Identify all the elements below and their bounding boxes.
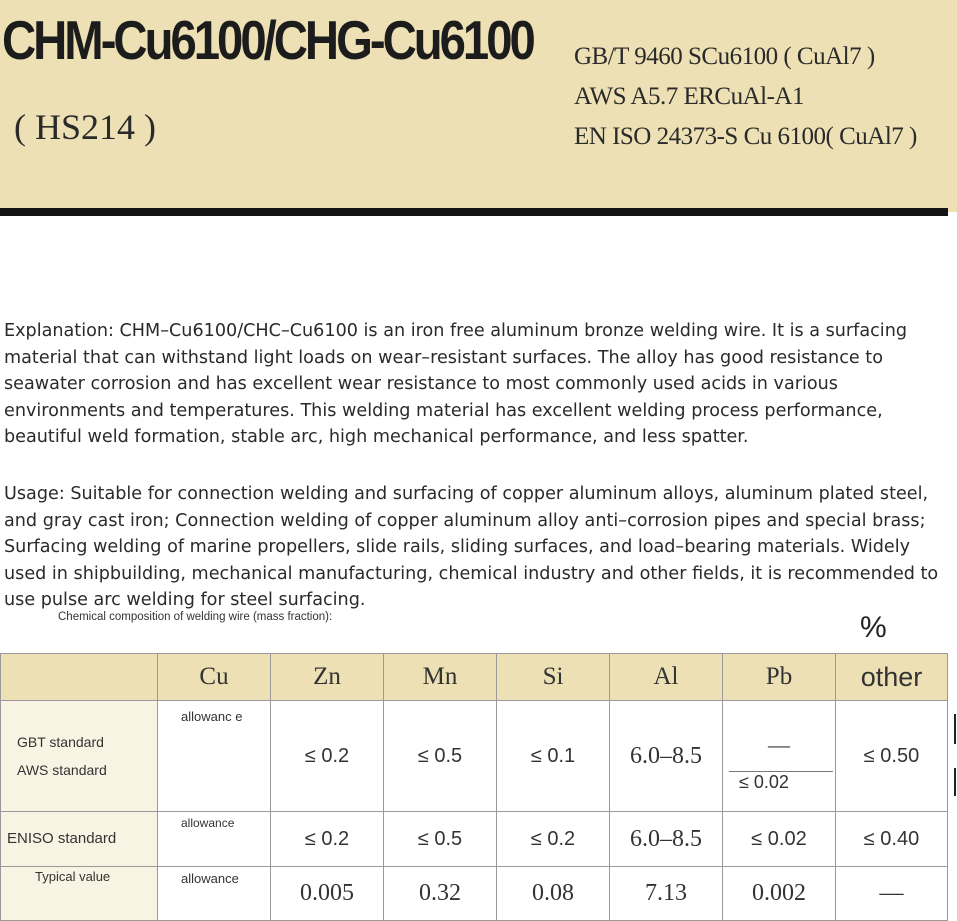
cell-other: ≤ 0.40	[836, 812, 948, 867]
row-label-eniso	[1, 812, 158, 867]
label-eniso: ENISO standard	[7, 830, 117, 847]
table-caption: Chemical composition of welding wire (mass fraction):	[58, 611, 333, 623]
cell-mn: ≤ 0.5	[384, 812, 497, 867]
cell-mn: ≤ 0.5	[384, 701, 497, 812]
cell-other: ≤ 0.50	[836, 701, 948, 812]
cell-si: ≤ 0.1	[497, 701, 610, 812]
unit-label: %	[860, 611, 887, 644]
label-aws: AWS standard	[17, 762, 107, 778]
cell-pb	[723, 701, 836, 812]
header-cu: Cu	[158, 654, 271, 701]
row-label-typical	[1, 867, 158, 921]
table-header-row	[1, 654, 948, 701]
standard-en-iso: EN ISO 24373-S Cu 6100( CuAl7 )	[574, 123, 917, 150]
header-pb: Pb	[723, 654, 836, 701]
cell-pb: ≤ 0.02	[723, 812, 836, 867]
cell-cu: allowance	[158, 867, 271, 921]
standard-gbt: GB/T 9460 SCu6100 ( CuAl7 )	[574, 43, 875, 70]
cell-si: 0.08	[497, 867, 610, 921]
header-zn: Zn	[271, 654, 384, 701]
cell-zn: 0.005	[271, 867, 384, 921]
cell-zn: ≤ 0.2	[271, 812, 384, 867]
cell-cu: allowance	[158, 812, 271, 867]
cell-pb-aws: ≤ 0.02	[729, 771, 833, 792]
product-title: CHM-Cu6100/CHG-Cu6100	[2, 9, 533, 71]
cell-mn: 0.32	[384, 867, 497, 921]
edge-mark	[954, 768, 956, 796]
cell-other: —	[836, 867, 948, 921]
usage-paragraph: Usage: Suitable for connection welding and surfacing of copper aluminum alloys, aluminum plated steel, and gray cast iron; Connection welding of copper aluminum alloy anti–corrosion pipes and special brass; Surfacing welding of marine propellers, slide rails, sliding surfaces, and load–bearing materials. Widely used in shipbuilding, mechanical manufacturing, chemical industry and other fields, it is recommended to use pulse arc welding for steel surfacing.	[4, 484, 939, 610]
cell-pb: 0.002	[723, 867, 836, 921]
product-subtitle: ( HS214 )	[14, 107, 156, 147]
label-gbt: GBT standard	[17, 734, 104, 750]
label-typical: Typical value	[35, 869, 111, 884]
header-corner-cell	[1, 654, 158, 701]
header-divider	[0, 208, 948, 216]
cell-zn: ≤ 0.2	[271, 701, 384, 812]
cell-al: 6.0–8.5	[610, 812, 723, 867]
cell-al: 7.13	[610, 867, 723, 921]
header-other: other	[836, 654, 948, 701]
cell-al: 6.0–8.5	[610, 701, 723, 812]
table-row	[1, 867, 948, 921]
table-row	[1, 812, 948, 867]
standard-aws: AWS A5.7 ERCuAl-A1	[574, 83, 804, 110]
header-al: Al	[610, 654, 723, 701]
composition-table	[0, 653, 948, 921]
edge-mark	[954, 714, 956, 744]
explanation-paragraph: Explanation: CHM–Cu6100/CHC–Cu6100 is an iron free aluminum bronze welding wire. It is a surfacing material that can withstand light loads on wear–resistant surfaces. The alloy has good resistance to seawater corrosion and has excellent wear resistance to most commonly used acids in various environments and temperatures. This welding material has excellent welding process performance, beautiful weld formation, stable arc, high mechanical performance, and less spatter.	[4, 321, 908, 447]
cell-si: ≤ 0.2	[497, 812, 610, 867]
header-si: Si	[497, 654, 610, 701]
cell-pb-gbt: —	[768, 731, 790, 757]
table-row	[1, 701, 948, 812]
row-label-gbt-aws	[1, 701, 158, 812]
cell-cu: allowanc e	[158, 701, 271, 812]
header-mn: Mn	[384, 654, 497, 701]
